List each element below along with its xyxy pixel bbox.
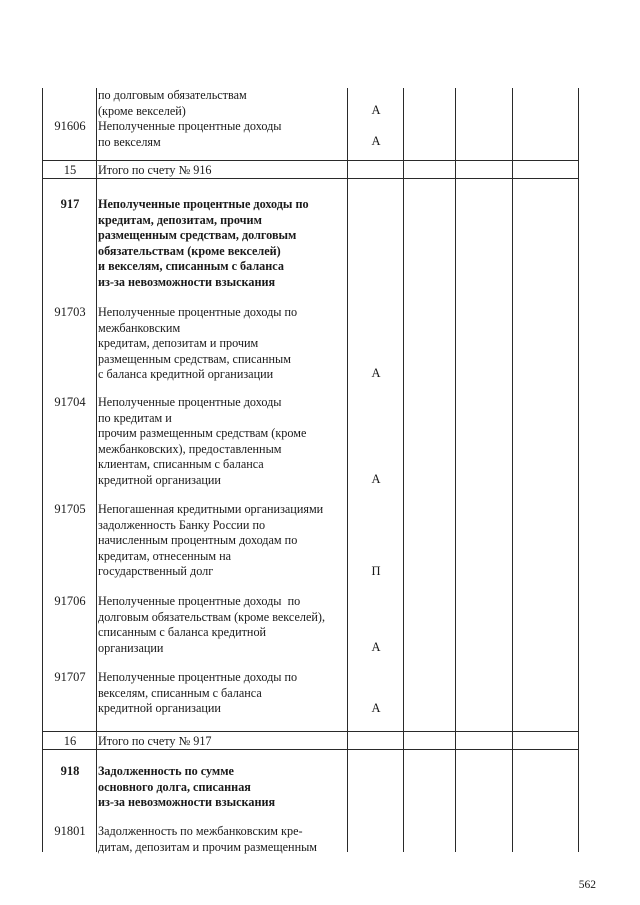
table-column-border <box>403 88 404 852</box>
account-description: Неполученные процентные доходы по межбанковским кредитам, депозитам и прочим размещенным средствам, списанным с баланса кредитной организации <box>98 305 298 381</box>
account-code: 91606 <box>54 119 86 133</box>
account-type-mark: П <box>371 564 381 578</box>
account-code: 16 <box>63 734 77 748</box>
account-description: Неполученные процентные доходы по векселям <box>98 119 282 149</box>
table-column-border <box>578 88 579 852</box>
page-number: 562 <box>578 879 596 891</box>
account-description: Задолженность по межбанковским кре- дитам, депозитам и прочим размещенным <box>98 824 317 854</box>
section-code: 917 <box>60 197 80 211</box>
section-code: 918 <box>60 764 80 778</box>
account-type-mark: А <box>371 103 381 117</box>
account-type-mark: А <box>371 134 381 148</box>
account-type-mark: А <box>371 701 381 715</box>
account-description: Неполученные процентные доходы по кредитам и прочим размещенным средствам (кроме межбанковских), предоставленным клиентам, списанным с баланса кредитной организации <box>98 395 307 487</box>
account-code: 91707 <box>54 670 86 684</box>
account-code: 15 <box>63 163 77 177</box>
account-description: Непогашенная кредитными организациями задолженность Банку России по начисленным процентным доходам по кредитам, отнесенным на государственный долг <box>98 502 324 578</box>
table-column-border <box>455 88 456 852</box>
table-row-border <box>42 160 578 161</box>
section-title: Задолженность по сумме основного долга, списанная из-за невозможности взыскания <box>98 764 276 809</box>
account-type-mark: А <box>371 366 381 380</box>
account-type-mark: А <box>371 640 381 654</box>
account-description: Неполученные процентные доходы по векселям, списанным с баланса кредитной организации <box>98 670 298 715</box>
section-title: Неполученные процентные доходы по кредитам, депозитам, прочим размещенным средствам, долговым обязательствам (кроме векселей) и векселям, списанным с баланса из-за невозможности взыскания <box>98 197 309 289</box>
account-description: по долговым обязательствам (кроме векселей) <box>98 88 247 118</box>
table-row-border <box>42 731 578 732</box>
account-code: 91705 <box>54 502 86 516</box>
table-column-border <box>512 88 513 852</box>
account-code: 91706 <box>54 594 86 608</box>
table-column-border <box>347 88 348 852</box>
account-description: Итого по счету № 917 <box>98 734 212 748</box>
account-code: 91801 <box>54 824 86 838</box>
account-code: 91703 <box>54 305 86 319</box>
account-type-mark: А <box>371 472 381 486</box>
account-description: Итого по счету № 916 <box>98 163 212 177</box>
account-description: Неполученные процентные доходы по долговым обязательствам (кроме векселей), списанным с баланса кредитной организации <box>98 594 325 655</box>
account-code: 91704 <box>54 395 86 409</box>
